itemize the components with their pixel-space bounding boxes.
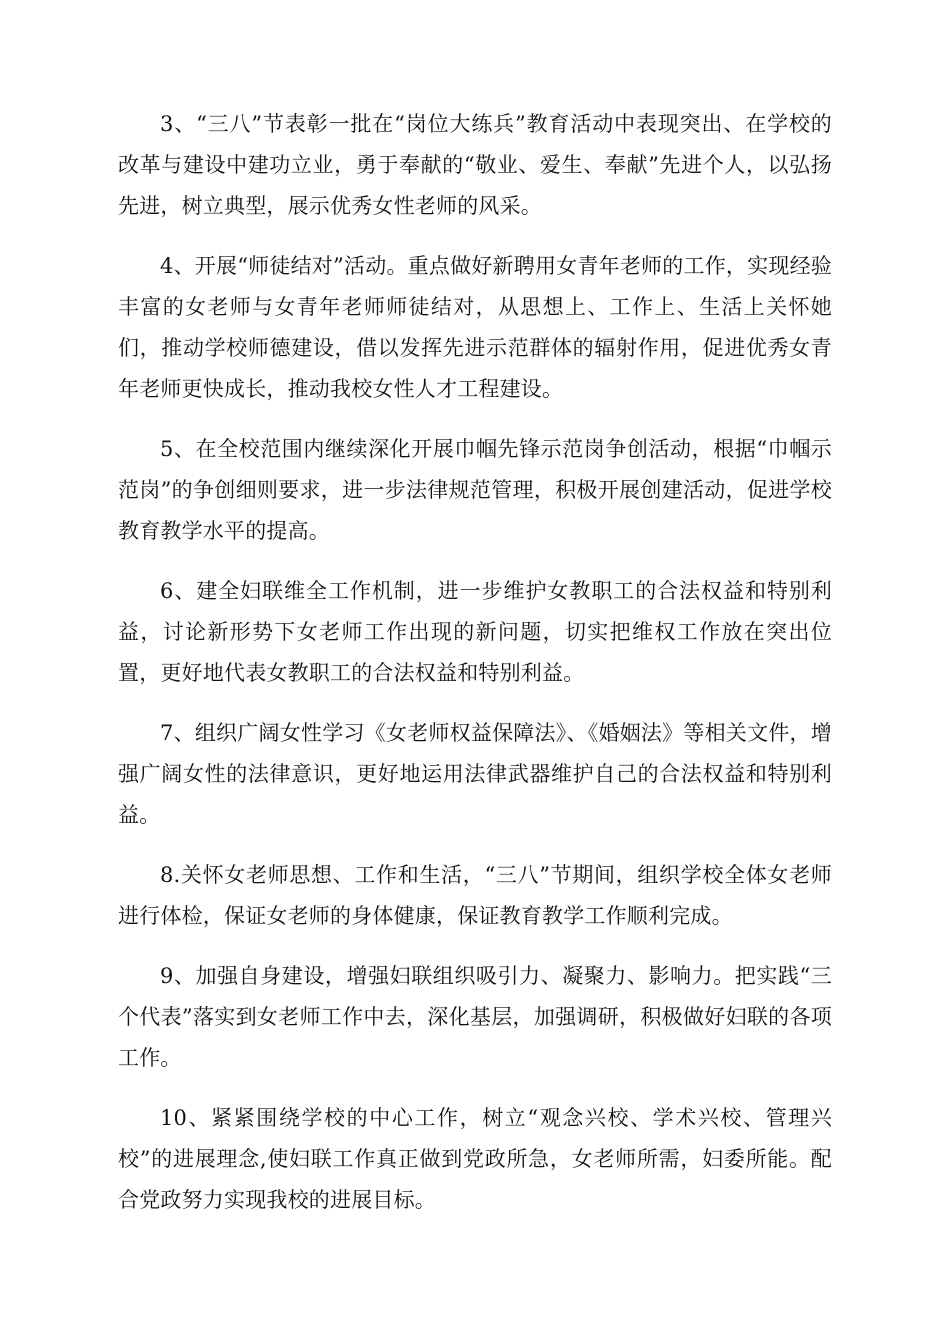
paragraph-item-6: 6、建全妇联维全工作机制，进一步维护女教职工的合法权益和特别利益，讨论新形势下女老师工作出现的新问题，切实把维权工作放在突出位置，更好地代表女教职工的合法权益和特别利益。	[118, 579, 832, 685]
paragraph-item-4: 4、开展“师徒结对”活动。重点做好新聘用女青年老师的工作，实现经验丰富的女老师与女青年老师师徒结对，从思想上、工作上、生活上关怀她们，推动学校师德建设，借以发挥先进示范群体的辐射作用，促进优秀女青年老师更快成长，推动我校女性人才工程建设。	[118, 254, 832, 401]
paragraph-item-7: 7、组织广阔女性学习《女老师权益保障法》、《婚姻法》等相关文件，增强广阔女性的法律意识，更好地运用法律武器维护自己的合法权益和特别利益。	[118, 721, 832, 827]
paragraph-item-5: 5、在全校范围内继续深化开展巾帼先锋示范岗争创活动，根据“巾帼示范岗”的争创细则要求，进一步法律规范管理，积极开展创建活动，促进学校教育教学水平的提高。	[118, 437, 832, 543]
paragraph-item-8: 8.关怀女老师思想、工作和生活，“三八”节期间，组织学校全体女老师进行体检，保证女老师的身体健康，保证教育教学工作顺利完成。	[118, 863, 832, 928]
document-page	[118, 104, 832, 1240]
paragraph-item-9: 9、加强自身建设，增强妇联组织吸引力、凝聚力、影响力。把实践“三个代表”落实到女老师工作中去，深化基层，加强调研，积极做好妇联的各项工作。	[118, 964, 832, 1070]
paragraph-item-10: 10、紧紧围绕学校的中心工作，树立“观念兴校、学术兴校、管理兴校”的进展理念,使妇联工作真正做到党政所急，女老师所需，妇委所能。配合党政努力实现我校的进展目标。	[118, 1106, 832, 1212]
paragraph-item-3: 3、“三八”节表彰一批在“岗位大练兵”教育活动中表现突出、在学校的改革与建设中建功立业，勇于奉献的“敬业、爱生、奉献”先进个人，以弘扬先进，树立典型，展示优秀女性老师的风采。	[118, 112, 832, 218]
